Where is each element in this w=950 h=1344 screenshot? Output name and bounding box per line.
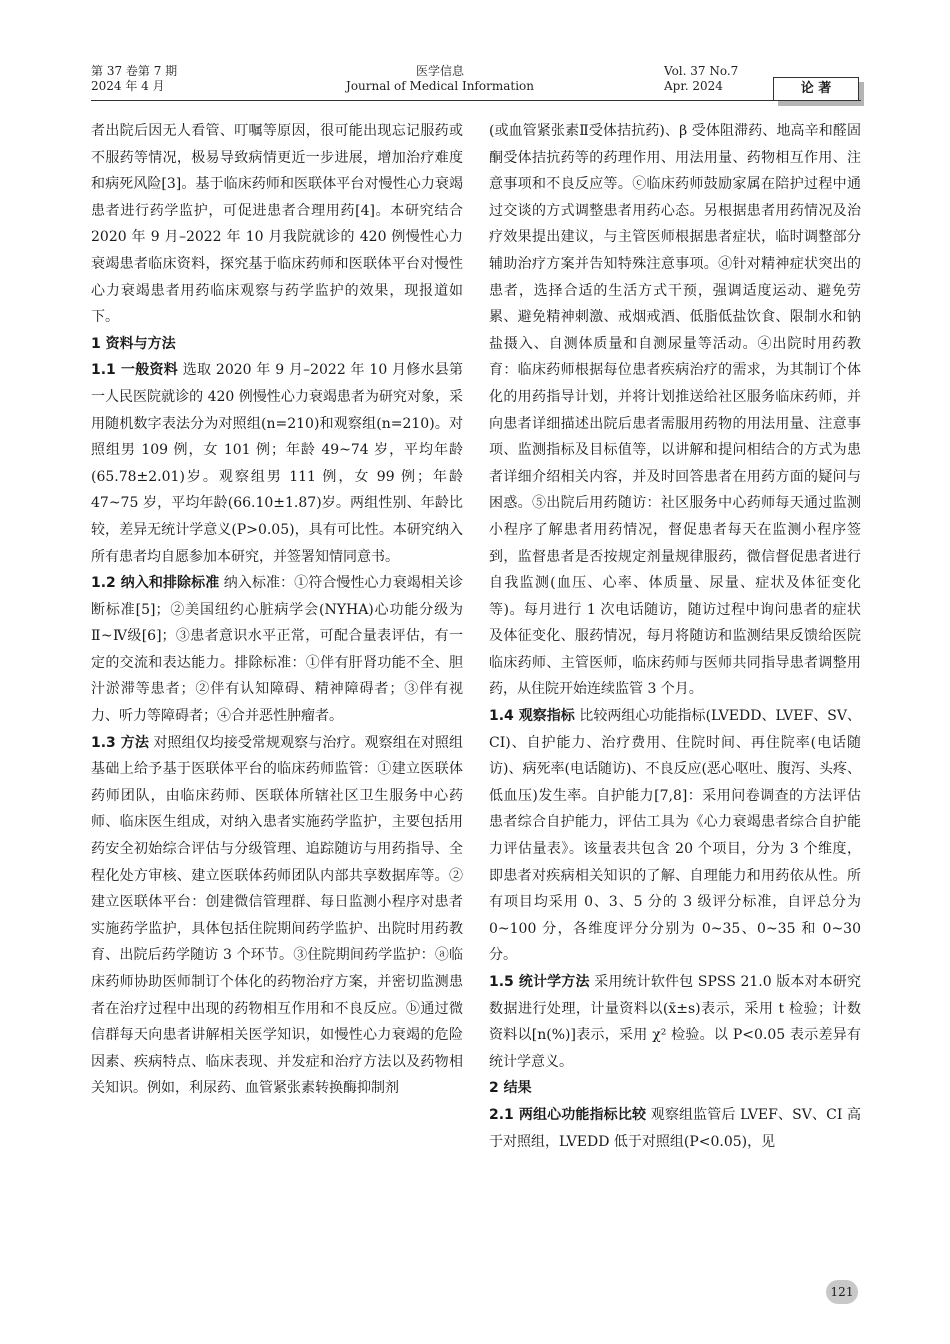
subsection-paragraph xyxy=(489,703,861,969)
paragraph-text: 采用统计软件包 SPSS 21.0 版本对本研究数据进行处理，计量资料以(x̄±s)表示，采用 t 检验；计数资料以[n(%)]表示，采用 χ² 检验。以 P<0.05 表示差异有统计学意义。 xyxy=(489,974,861,1070)
paragraph: (或血管紧张素Ⅱ受体拮抗药)、β 受体阻滞药、地高辛和醛固酮受体拮抗药等的药理作用、用法用量、药物相互作用、注意事项和不良反应等。ⓒ临床药师鼓励家属在陪护过程中通过交谈的方式调整患者用药心态。另根据患者用药情况及治疗效果提出建议，与主管医师根据患者症状，临时调整部分辅助治疗方案并告知特殊注意事项。ⓓ针对精神症状突出的患者，选择合适的生活方式干预，强调适度运动、避免劳累、避免精神刺激、戒烟戒酒、低脂低盐饮食、限制水和钠盐摄入、自测体质量和自测尿量等活动。④出院时用药教育：临床药师根据每位患者疾病治疗的需求，为其制订个体化的用药指导计划，并将计划推送给社区服务临床药师，并向患者详细描述出院后患者需服用药物的用法用量、注意事项、监测指标及目标值等，以讲解和提问相结合的方式为患者详细介绍相关内容，并及时回答患者在用药方面的疑问与困惑。⑤出院后用药随访：社区服务中心药师每天通过监测小程序了解患者用药情况，督促患者每天在监测小程序签到，监督患者是否按规定剂量规律服药，微信督促患者进行自我监测(血压、心率、体质量、尿量、症状及体征变化等)。每月进行 1 次电话随访，随访过程中询问患者的症状及体征变化、服药情况，每月将随访和监测结果反馈给医院临床药师、主管医师，临床药师与医师共同指导患者调整用药，从住院开始连续监管 3 个月。 xyxy=(489,123,861,698)
volume-issue-en: Vol. 37 No.7 xyxy=(664,64,739,78)
section-heading: 2 结果 xyxy=(489,1080,532,1097)
journal-title-cn: 医学信息 xyxy=(415,64,464,78)
left-text-column xyxy=(91,118,463,1102)
subsection-label: 1.5 统计学方法 xyxy=(489,974,590,990)
subsection-label: 1.3 方法 xyxy=(91,734,149,751)
volume-issue: 第 37 卷第 7 期 xyxy=(91,64,178,78)
paragraph: 者出院后因无人看管、叮嘱等原因，很可能出现忘记服药或不服药等情况，极易导致病情更近一步进展，增加治疗难度和病死风险[3]。基于临床药师和医联体平台对慢性心力衰竭患者进行药学监护，可促进患者合理用药[4]。本研究结合 2020 年 9 月–2022 年 10 月我院就诊的 420 例慢性心力衰竭患者临床资料，探究基于临床药师和医联体平台对慢性心力衰竭患者用药临床观察与药学监护的效果，现报道如下。 xyxy=(91,123,463,326)
paragraph-text: 比较两组心功能指标(LVEDD、LVEF、SV、CI)、自护能力、治疗费用、住院时间、再住院率(电话随访)、病死率(电话随访)、不良反应(恶心呕吐、腹泻、头疼、低血压)发生率。自护能力[7,8]：采用问卷调查的方法评估患者综合自护能力，评估工具为《心力衰竭患者综合自护能力评估量表》。该量表共包含 20 个项目，分为 3 个维度，即患者对疾病相关知识的了解、自理能力和用药依从性。所有项目均采用 0、3、5 分的 3 级评分标准，自评总分为 0~100 分，各维度评分分别为 0~35、0~35 和 0~30 分。 xyxy=(489,708,861,964)
subsection-label: 1.4 观察指标 xyxy=(489,708,575,725)
section-tag: 论 著 xyxy=(773,77,859,101)
page-number: 121 xyxy=(826,1280,858,1304)
publication-date-en: Apr. 2024 xyxy=(664,79,723,93)
subsection-label: 1.1 一般资料 xyxy=(91,362,178,379)
paragraph-text: 对照组仅均接受常规观察与治疗。观察组在对照组基础上给予基于医联体平台的临床药师监管：①建立医联体药师团队，由临床药师、医联体所辖社区卫生服务中心药师、临床医生组成，对纳入患者实施药学监护，主要包括用药安全初始综合评估与分级管理、追踪随访与用药指导、全程化处方审核、建立医联体药师团队内部共享数据库等。②建立医联体平台：创建微信管理群、每日监测小程序对患者实施药学监护，具体包括住院期间药学监护、出院时用药教育、出院后药学随访 3 个环节。③住院期间药学监护：ⓐ临床药师协助医师制订个体化的药物治疗方案，并密切监测患者在治疗过程中出现的药物相互作用和不良反应。ⓑ通过微信群每天向患者讲解相关医学知识，如慢性心力衰竭的危险因素、疾病特点、临床表现、并发症和治疗方法以及药物相关知识。例如，利尿药、血管紧张素转换酶抑制剂 xyxy=(91,734,463,1097)
journal-title-en: Journal of Medical Information xyxy=(346,79,534,93)
paragraph-text: 纳入标准：①符合慢性心力衰竭相关诊断标准[5]；②美国纽约心脏病学会(NYHA)心功能分级为Ⅱ~Ⅳ级[6]；③患者意识水平正常，可配合量表评估，有一定的交流和表达能力。排除标准：①伴有肝肾功能不全、胆汁淤滞等患者；②伴有认知障碍、精神障碍者；③伴有视力、听力等障碍者；④合并恶性肿瘤者。 xyxy=(91,575,463,725)
header-right xyxy=(664,64,738,94)
subsection-label: 2.1 两组心功能指标比较 xyxy=(489,1106,647,1123)
header-rule xyxy=(91,100,861,101)
header-left xyxy=(91,64,177,94)
subsection-paragraph xyxy=(489,969,861,1075)
subsection-label: 1.2 纳入和排除标准 xyxy=(91,575,220,592)
paragraph-text: 观察组监管后 LVEF、SV、CI 高于对照组，LVEDD 低于对照组(P<0.05)，见 xyxy=(489,1106,861,1150)
subsection-paragraph xyxy=(91,357,463,570)
section-heading: 1 资料与方法 xyxy=(91,335,176,352)
paragraph-text: 选取 2020 年 9 月–2022 年 10 月修水县第一人民医院就诊的 420 例慢性心力衰竭患者为研究对象，采用随机数字表法分为对照组(n=210)和观察组(n=210)。对照组男 109 例，女 101 例；年龄 49~74 岁，平均年龄(65.78±2.01)岁。观察组男 111 例，女 99 例；年龄 47~75 岁，平均年龄(66.10±1.87)岁。两组性别、年龄比较，差异无统计学意义(P>0.05)，具有可比性。本研究纳入所有患者均自愿参加本研究，并签署知情同意书。 xyxy=(91,362,463,565)
right-text-column xyxy=(489,118,861,1155)
publication-date: 2024 年 4 月 xyxy=(91,79,165,93)
subsection-paragraph xyxy=(489,1102,861,1155)
header-center xyxy=(340,64,540,94)
subsection-paragraph xyxy=(91,730,463,1102)
subsection-paragraph xyxy=(91,570,463,730)
